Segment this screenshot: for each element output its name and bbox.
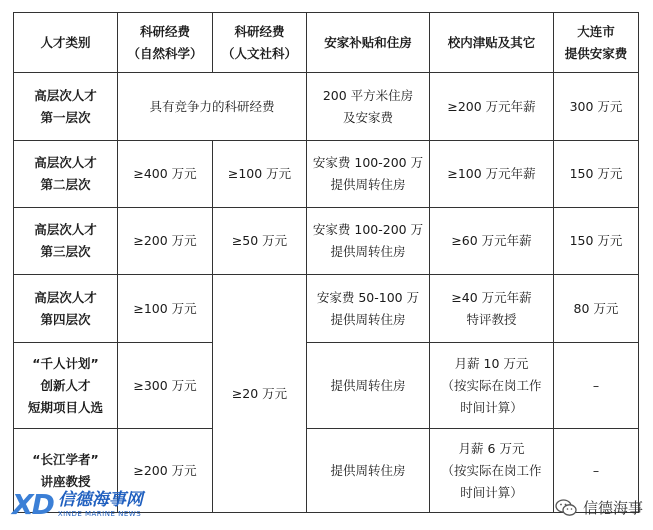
dalian-cell: 300 万元 xyxy=(554,73,639,141)
row-category: 高层次人才 第一层次 xyxy=(14,73,118,141)
merged-funding-cell: 具有竞争力的科研经费 xyxy=(118,73,307,141)
sci-funding-cell: ≥200 万元 xyxy=(118,208,213,275)
header-allowance: 校内津贴及其它 xyxy=(430,13,554,73)
allowance-cell: ≥100 万元年薪 xyxy=(430,141,554,208)
sci-funding-cell: ≥300 万元 xyxy=(118,343,213,429)
dalian-cell: 150 万元 xyxy=(554,141,639,208)
xinde-brand-text: 信德海事网 XINDE MARINE NEWS xyxy=(57,489,143,518)
row-category: 高层次人才 第三层次 xyxy=(14,208,118,275)
wechat-icon xyxy=(555,499,577,517)
xd-logo-icon: XD xyxy=(12,488,53,521)
header-sci-funding: 科研经费 （自然科学） xyxy=(118,13,213,73)
header-dalian: 大连市 提供安家费 xyxy=(554,13,639,73)
housing-cell: 200 平方米住房 及安家费 xyxy=(307,73,430,141)
hum-funding-cell: ≥100 万元 xyxy=(213,141,307,208)
allowance-cell: 月薪 6 万元 （按实际在岗工作 时间计算） xyxy=(430,429,554,513)
housing-cell: 安家费 100-200 万 提供周转住房 xyxy=(307,208,430,275)
housing-cell: 提供周转住房 xyxy=(307,343,430,429)
sci-funding-cell: ≥200 万元 xyxy=(118,429,213,513)
housing-cell: 安家费 50-100 万 提供周转住房 xyxy=(307,275,430,343)
xinde-watermark-logo xyxy=(12,488,143,521)
table-row xyxy=(14,141,639,208)
table-row xyxy=(14,208,639,275)
housing-cell: 提供周转住房 xyxy=(307,429,430,513)
row-category: “长江学者” 讲座教授 xyxy=(14,429,118,513)
dalian-cell: – xyxy=(554,343,639,429)
table-header-row xyxy=(14,13,639,73)
dalian-cell: 150 万元 xyxy=(554,208,639,275)
allowance-cell: ≥40 万元年薪 特评教授 xyxy=(430,275,554,343)
hum-funding-cell: ≥50 万元 xyxy=(213,208,307,275)
header-hum-funding: 科研经费 （人文社科） xyxy=(213,13,307,73)
housing-cell: 安家费 100-200 万 提供周转住房 xyxy=(307,141,430,208)
allowance-cell: 月薪 10 万元 （按实际在岗工作 时间计算） xyxy=(430,343,554,429)
allowance-cell: ≥60 万元年薪 xyxy=(430,208,554,275)
allowance-cell: ≥200 万元年薪 xyxy=(430,73,554,141)
table-row xyxy=(14,275,639,343)
header-housing: 安家补贴和住房 xyxy=(307,13,430,73)
row-category: 高层次人才 第二层次 xyxy=(14,141,118,208)
sci-funding-cell: ≥400 万元 xyxy=(118,141,213,208)
dalian-cell: 80 万元 xyxy=(554,275,639,343)
dalian-cell: – xyxy=(554,429,639,513)
row-category: 高层次人才 第四层次 xyxy=(14,275,118,343)
wechat-account-name: 信德海事 xyxy=(582,499,643,517)
talent-policy-table xyxy=(13,12,639,513)
header-category: 人才类别 xyxy=(14,13,118,73)
table-row xyxy=(14,73,639,141)
wechat-watermark xyxy=(555,497,643,518)
row-category: “千人计划” 创新人才 短期项目人选 xyxy=(14,343,118,429)
hum-funding-merged-cell: ≥20 万元 xyxy=(213,275,307,513)
table-row xyxy=(14,343,639,429)
sci-funding-cell: ≥100 万元 xyxy=(118,275,213,343)
